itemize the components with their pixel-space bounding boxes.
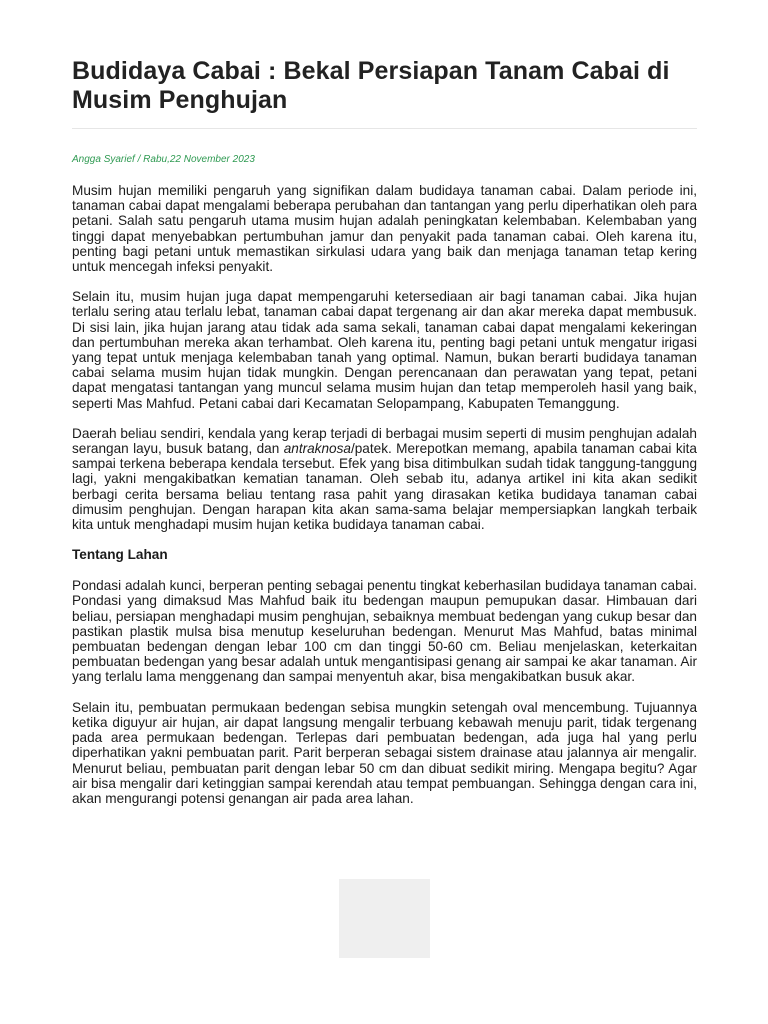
section-heading-tentang-lahan: Tentang Lahan <box>72 547 168 563</box>
article-meta <box>72 154 697 166</box>
article-date: Rabu,22 November 2023 <box>143 154 255 165</box>
paragraph-3-part-1: Daerah beliau sendiri, kendala yang kerap terjadi di berbagai musim seperti di musim penghujan adalah serangan layu, busuk batang, dan <box>72 425 697 457</box>
article <box>72 0 697 821</box>
paragraph-2: Selain itu, musim hujan juga dapat mempengaruhi ketersediaan air bagi tanaman cabai. Jika hujan terlalu sering atau terlalu lebat, tanaman cabai dapat tergenang air dan akar mereka dapat membusuk. Di sisi lain, jika hujan jarang atau tidak ada sama sekali, tanaman cabai dapat mengalami kekeringan dan pertumbuhan mereka akan terhambat. Oleh karena itu, penting bagi petani untuk mengatur irigasi yang tepat untuk menjaga kelembaban tanah yang optimal. Namun, bukan berarti budidaya tanaman cabai selama musim hujan tidak mungkin. Dengan perencanaan dan perawatan yang tepat, petani dapat mengatasi tantangan yang muncul selama musim hujan dan tetap memperoleh hasil yang baik, seperti Mas Mahfud. Petani cabai dari Kecamatan Selopampang, Kabupaten Temanggung. <box>72 289 697 411</box>
article-author[interactable]: Angga Syarief <box>72 154 135 165</box>
paragraph-1: Musim hujan memiliki pengaruh yang signifikan dalam budidaya tanaman cabai. Dalam periode ini, tanaman cabai dapat mengalami beberapa perubahan dan tantangan yang perlu diperhatikan oleh para petani. Salah satu pengaruh utama musim hujan adalah peningkatan kelembaban. Kelembaban yang tinggi dapat menyebabkan pertumbuhan jamur dan penyakit pada tanaman cabai. Oleh karena itu, penting bagi petani untuk memastikan sirkulasi udara yang baik dan menjaga tanaman tetap kering untuk mencegah infeksi penyakit. <box>72 183 697 275</box>
paragraph-3-italic-term: antraknosa <box>283 441 351 457</box>
title-divider <box>72 128 697 129</box>
paragraph-5: Selain itu, pembuatan permukaan bedengan sebisa mungkin setengah oval mencembung. Tujuannya ketika diguyur air hujan, air dapat langsung mengalir terbuang kebawah menuju parit, tidak tergenang pada area permukaan bedengan. Terlepas dari pembuatan bedengan, ada juga hal yang perlu diperhatikan yakni pembuatan parit. Parit berperan sebagai sistem drainase atau jalannya air mengalir. Menurut beliau, pembuatan parit dengan lebar 50 cm dan dibuat sedikit miring. Mengapa begitu? Agar air bisa mengalir dari ketinggian sampai kerendah atau tempat pembuangan. Sehingga dengan cara ini, akan mengurangi potensi genangan air pada area lahan. <box>72 699 697 806</box>
image-placeholder <box>339 879 430 958</box>
article-title: Budidaya Cabai : Bekal Persiapan Tanam Cabai di Musim Penghujan <box>72 57 670 114</box>
paragraph-4: Pondasi adalah kunci, berperan penting sebagai penentu tingkat keberhasilan budidaya tanaman cabai. Pondasi yang dimaksud Mas Mahfud baik itu bedengan maupun pemupukan dasar. Himbauan dari beliau, persiapan menghadapi musim penghujan, sebaiknya membuat bedengan yang cukup besar dan pastikan plastik mulsa bisa menutup keseluruhan bedengan. Menurut Mas Mahfud, batas minimal pembuatan bedengan dengan lebar 100 cm dan tinggi 50-60 cm. Beliau menjelaskan, keterkaitan pembuatan bedengan yang besar adalah untuk mengantisipasi genang air sampai ke akar tanaman. Air yang terlalu lama menggenang dan sampai menyentuh akar, bisa mengakibatkan busuk akar. <box>72 578 697 685</box>
article-body <box>72 183 697 806</box>
paragraph-3-part-2: /patek. Merepotkan memang, apabila tanaman cabai kita sampai terkena beberapa kendala tersebut. Efek yang bisa ditimbulkan sudah tidak tanggung-tanggung lagi, yakni mengakibatkan kematian tanaman. Oleh sebab itu, adanya artikel ini kita akan sedikit berbagi cerita bersama beliau tentang rasa pahit yang dirasakan ketika budidaya tanaman cabai dimusim penghujan. Dengan harapan kita akan sama-sama belajar mempersiapkan langkah terbaik kita untuk menghadapi musim hujan ketika budidaya tanaman cabai. <box>72 441 697 533</box>
meta-separator: / <box>134 154 144 165</box>
paragraph-3 <box>72 426 697 532</box>
